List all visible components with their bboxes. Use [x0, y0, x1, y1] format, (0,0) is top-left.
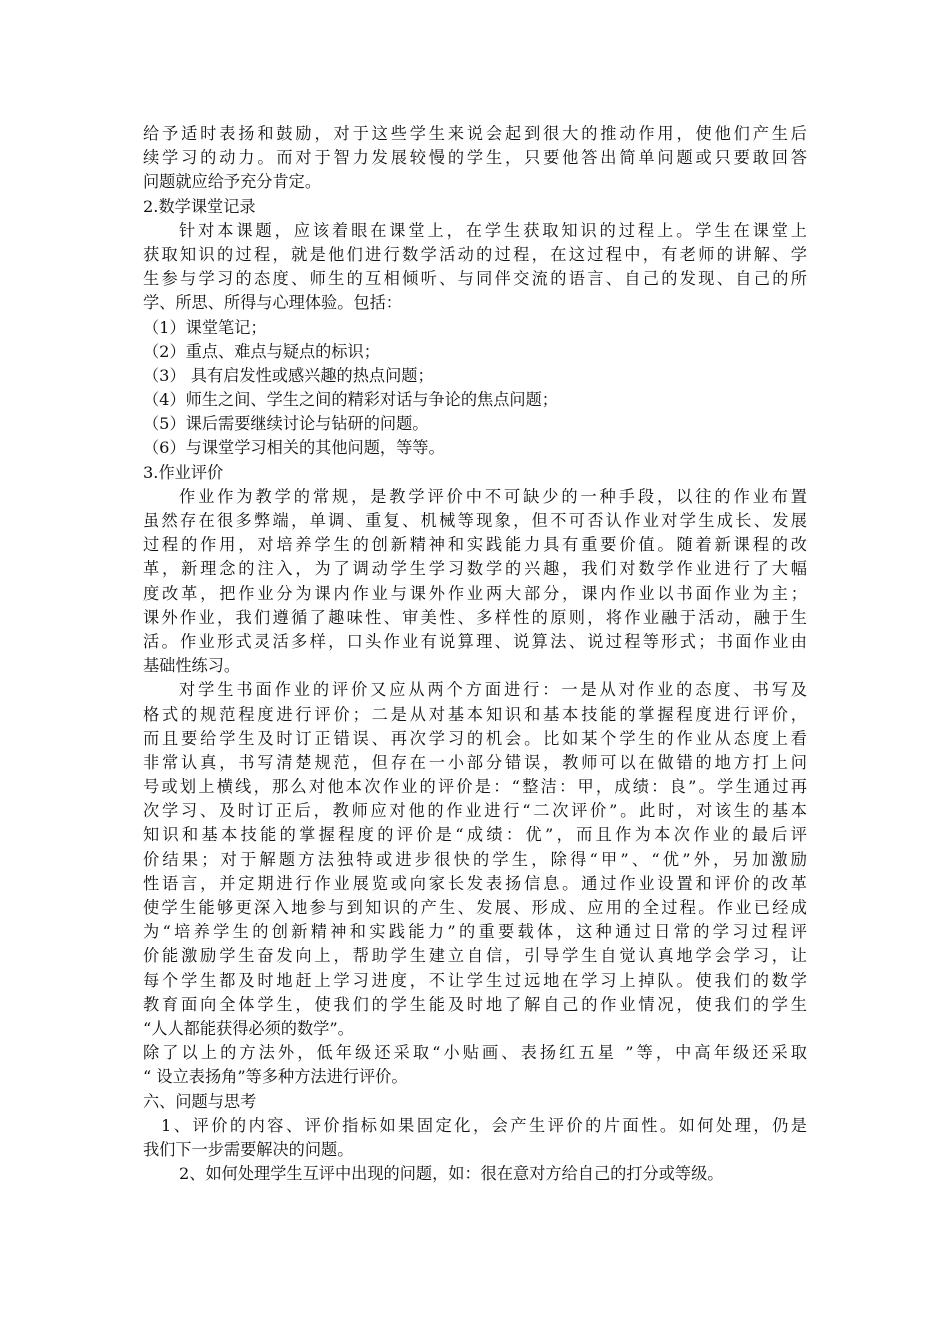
text-line: 课外作业，我们遵循了趣味性、审美性、多样性的原则，将作业融于活动，融于生 [143, 607, 807, 627]
text-line: 知识和基本技能的掌握程度的评价是“成绩：优”，而且作为本次作业的最后评 [143, 825, 807, 845]
text-line: 基础性练习。 [143, 656, 241, 676]
text-line: 非常认真，书写清楚规范，但存在一小部分错误，教师可以在做错的地方打上问 [143, 752, 807, 772]
text-line: 给予适时表扬和鼓励，对于这些学生来说会起到很大的推动作用，使他们产生后 [143, 124, 807, 143]
text-line: “人人都能获得必须的数学”。 [143, 1018, 354, 1038]
text-line: 对学生书面作业的评价又应从两个方面进行：一是从对作业的态度、书写及 [179, 680, 807, 700]
list-item: （2）重点、难点与疑点的标识； [143, 341, 380, 361]
list-item: （4）师生之间、学生之间的精彩对话与争论的焦点问题； [143, 390, 558, 410]
text-line: 度改革，把作业分为课内作业与课外作业两大部分，课内作业以书面作业为主； [143, 583, 807, 603]
paragraph-question-1 [143, 1114, 807, 1162]
text-line: 而且要给学生及时订正错误、再次学习的机会。比如某个学生的作业从态度上看 [143, 728, 807, 748]
paragraph-classroom-record [143, 219, 807, 316]
text-line: 针对本课题，应该着眼在课堂上，在学生获取知识的过程上。学生在课堂上 [179, 220, 807, 240]
paragraph-other-methods [143, 1041, 807, 1089]
list-item: （3） 具有启发性或感兴趣的热点问题； [143, 365, 434, 385]
section-heading-problems-and-reflection: 六、问题与思考 [143, 1091, 257, 1111]
text-line: 活。作业形式灵活多样，口头作业有说算理、说算法、说过程等形式；书面作业由 [143, 631, 807, 651]
paragraph-written-homework-evaluation [143, 678, 807, 1041]
text-line: 格式的规范程度进行评价；二是从对基本知识和基本技能的掌握程度进行评价， [143, 704, 807, 724]
paragraph-homework-routine [143, 485, 807, 679]
text-line: 革，新理念的注入，为了调动学生学习数学的兴趣，我们对数学作业进行了大幅 [143, 559, 807, 579]
section-heading-homework-evaluation: 3.作业评价 [143, 462, 224, 482]
text-line: 号或划上横线，那么对他本次作业的评价是：“整洁：甲，成绩：良”。学生通过再 [143, 777, 807, 797]
document-page [143, 122, 807, 1186]
text-line: 学、所思、所得与心理体验。包括： [143, 293, 402, 313]
text-line: “ 设立表扬角”等多种方法进行评价。 [143, 1067, 408, 1087]
text-line: 价能激励学生奋发向上，帮助学生建立自信，引导学生自觉认真地学会学习，让 [143, 946, 807, 966]
numbered-list [143, 316, 807, 461]
text-line: 获取知识的过程，就是他们进行数学活动的过程，在这过程中，有老师的讲解、学 [143, 244, 807, 264]
section-heading-classroom-record: 2.数学课堂记录 [143, 196, 256, 216]
text-line: 每个学生都及时地赶上学习进度，不让学生过远地在学习上掉队。使我们的数学 [143, 970, 807, 990]
list-item: （6）与课堂学习相关的其他问题，等等。 [143, 438, 445, 458]
text-line: 我们下一步需要解决的问题。 [143, 1139, 354, 1159]
text-line: 次学习、及时订正后，教师应对他的作业进行“二次评价”。此时，对该生的基本 [143, 801, 807, 821]
text-line: 除了以上的方法外，低年级还采取“小贴画、表扬红五星 ”等，中高年级还采取 [143, 1043, 807, 1063]
text-line: 2、如何处理学生互评中出现的问题，如：很在意对方给自己的打分或等级。 [179, 1164, 724, 1184]
text-line: 1、评价的内容、评价指标如果固定化，会产生评价的片面性。如何处理，仍是 [161, 1115, 807, 1135]
text-line: 生参与学习的态度、师生的互相倾听、与同伴交流的语言、自己的发现、自己的所 [143, 269, 807, 289]
text-line: 教育面向全体学生，使我们的学生能及时地了解自己的作业情况，使我们的学生 [143, 994, 807, 1014]
text-line: 为“培养学生的创新精神和实践能力”的重要载体，这种通过日常的学习过程评 [143, 922, 807, 942]
paragraph-question-2 [143, 1162, 807, 1186]
text-line: 使学生能够更深入地参与到知识的产生、发展、形成、应用的全过程。作业已经成 [143, 898, 807, 917]
text-line: 虽然存在很多弊端，单调、重复、机械等现象，但不可否认作业对学生成长、发展 [143, 511, 807, 530]
text-line: 过程的作用，对培养学生的创新精神和实践能力具有重要价值。随着新课程的改 [143, 535, 807, 555]
text-line: 价结果；对于解题方法独特或进步很快的学生，除得“甲”、“优”外，另加激励 [143, 849, 807, 869]
text-line: 作业作为教学的常规，是教学评价中不可缺少的一种手段，以往的作业布置 [179, 486, 807, 506]
list-item: （1）课堂笔记； [143, 317, 267, 337]
text-line: 续学习的动力。而对于智力发展较慢的学生，只要他答出简单问题或只要敢回答 [143, 148, 807, 168]
text-line: 问题就应给予充分肯定。 [143, 172, 322, 192]
text-line: 性语言，并定期进行作业展览或向家长发表扬信息。通过作业设置和评价的改革 [143, 873, 807, 893]
paragraph-praise [143, 122, 807, 195]
list-item: （5）课后需要继续讨论与钻研的问题。 [143, 414, 429, 434]
